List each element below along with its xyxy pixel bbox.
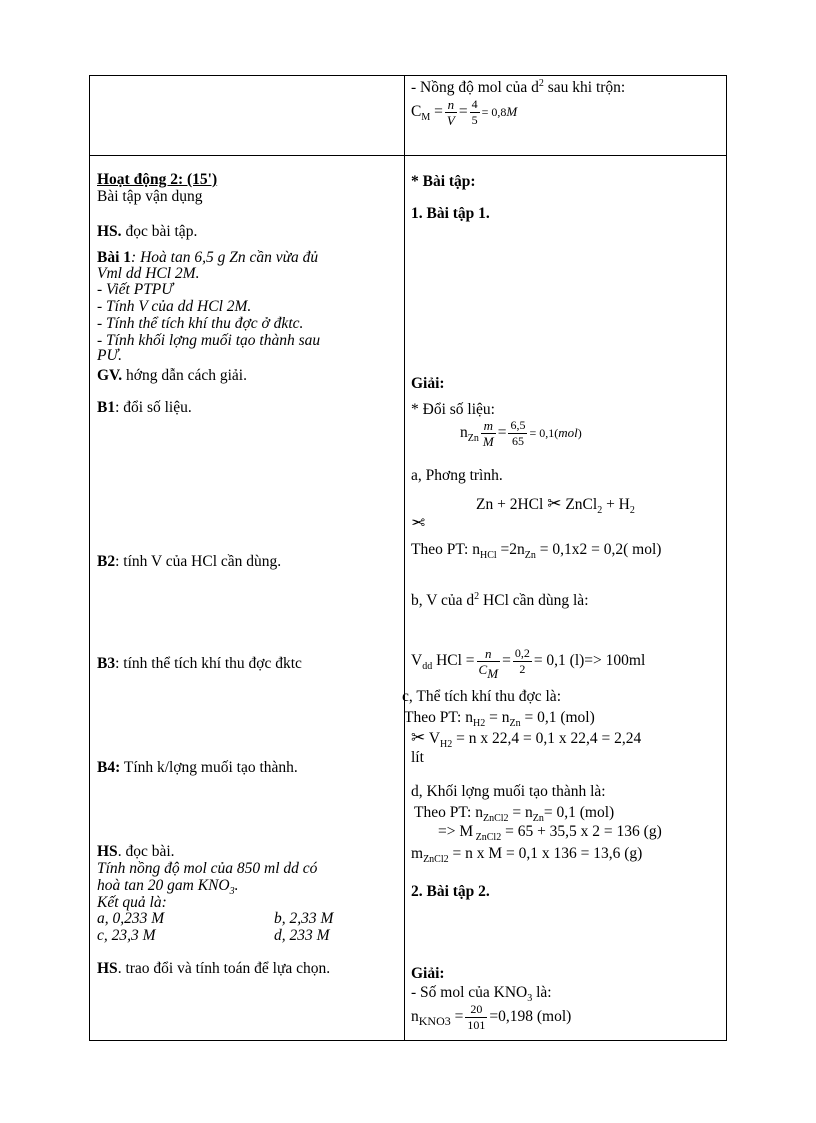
part-a-equation-label: a, Phơng trình. — [411, 467, 503, 484]
part-b-volume-label: b, V của $d^2$ HCl cần dùng là: — [411, 590, 589, 609]
option-d: d, 233 M — [274, 927, 330, 944]
problem2-line2: hoà tan 20 gam $KNO_3$. — [97, 877, 239, 898]
hs-read-task: HS. đọc bài tập. — [97, 223, 198, 240]
exercise1-heading: 1. Bài tập 1. — [411, 205, 490, 222]
cm-formula: $C_M$ = $\frac{n}{V}$ = $\frac{4}{5}$ = 0,8M — [411, 97, 518, 128]
nkno3-formula: $n_{KNO3}$ = $\frac{20}{101}$ =0,198 (mol) — [411, 1002, 572, 1032]
problem2-line3: Kết quả là: — [97, 894, 167, 911]
option-c: c, 23,3 M — [97, 927, 156, 944]
gv-guide: GV. hớng dẫn cách giải. — [97, 367, 247, 384]
step-b3: B3: tính thể tích khí thu đợc đktc — [97, 655, 302, 672]
option-a: a, 0,233 M — [97, 910, 165, 927]
problem1-line4: - Tính V của dd HCl 2M. — [97, 298, 252, 315]
hs-discuss: HS. trao đổi và tính toán để lựa chọn. — [97, 960, 331, 977]
theo-pt-zncl2: Theo PT: $n_{ZnCl2} = n_{Zn}= 0,1$ (mol) — [414, 804, 615, 825]
exercise2-heading: 2. Bài tập 2. — [411, 883, 490, 900]
problem2-line1: Tính nồng độ mol của 850 ml dd có — [97, 860, 318, 877]
mass-zncl2: $m_{ZnCl2} = n$ x M = 0,1 x 136 = 13,6 (g) — [411, 845, 643, 866]
column-divider — [404, 75, 405, 1041]
reaction-equation: Zn + 2HCl ✂ ZnCl$_2$ + $H_2$ — [476, 494, 635, 517]
theo-pt-hcl: Theo PT: $n_{HCl} =2n_{Zn} = 0,1x2 = 0,2$( mol) — [411, 541, 662, 562]
solution1-heading: Giải: — [411, 375, 445, 392]
theo-pt-h2: Theo PT: $n_{H2} = n_{Zn} = 0,1$ (mol) — [404, 709, 595, 730]
part-c-gas-label: c, Thể tích khí thu đợc là: — [402, 688, 561, 705]
scissors-icon: ✂ — [411, 510, 426, 531]
row-divider — [89, 155, 727, 156]
concentration-heading: - Nồng độ mol của $d^2$ sau khi trộn: — [411, 77, 626, 96]
problem1-line3: - Viết PTPƯ — [97, 281, 173, 298]
exercise-subtitle: Bài tập vận dụng — [97, 188, 203, 205]
problem1-line5: - Tính thể tích khí thu đợc ở đktc. — [97, 315, 304, 332]
part-d-mass-label: d, Khối lợng muối tạo thành là: — [411, 783, 606, 800]
nzn-formula: $n_{Zn}$ $\frac{m}{M}$ = $\frac{6,5}{65}$ = 0,1(mol) — [460, 418, 582, 449]
problem1-line6: - Tính khối lợng muối tạo thành sau — [97, 332, 321, 349]
problem1-line7: PƯ. — [97, 347, 123, 364]
problem1-line1: Bài 1: Hoà tan 6,5 g Zn cần vừa đủ — [97, 249, 319, 266]
litre-unit: lít — [411, 749, 424, 766]
solution2-heading: Giải: — [411, 965, 445, 982]
exercises-heading: * Bài tập: — [411, 173, 476, 190]
mol-kno3-label: - Số mol của $KNO_3$ là: — [411, 984, 552, 1005]
option-b: b, 2,33 M — [274, 910, 334, 927]
step-b2: B2: tính V của HCl cần dùng. — [97, 553, 282, 570]
molar-mass-zncl2: => M $_{ZnCl2}$ = 65 + 35,5 x 2 = 136 (g) — [438, 823, 662, 844]
scissors-icon: ✂ — [547, 494, 562, 514]
step-b4: B4: Tính k/lợng muối tạo thành. — [97, 759, 298, 776]
convert-data: * Đổi số liệu: — [411, 401, 495, 418]
scissors-icon: ✂ — [411, 728, 426, 748]
vh2-formula: ✂ $V_{H2} = n$ x 22,4 = 0,1 x 22,4 = 2,24 — [411, 728, 642, 751]
vdd-formula: $V_{dd}$ HCl = $\frac{n}{C_M}$ = $\frac{0,2}{2}$ = 0,1 (l)=> 100ml — [411, 646, 646, 682]
hs-read-problem2: HS. đọc bài. — [97, 843, 175, 860]
activity-heading: Hoạt động 2: (15') — [97, 171, 218, 188]
step-b1: B1: đổi số liệu. — [97, 399, 192, 416]
problem1-line2: Vml dd HCl 2M. — [97, 265, 200, 282]
